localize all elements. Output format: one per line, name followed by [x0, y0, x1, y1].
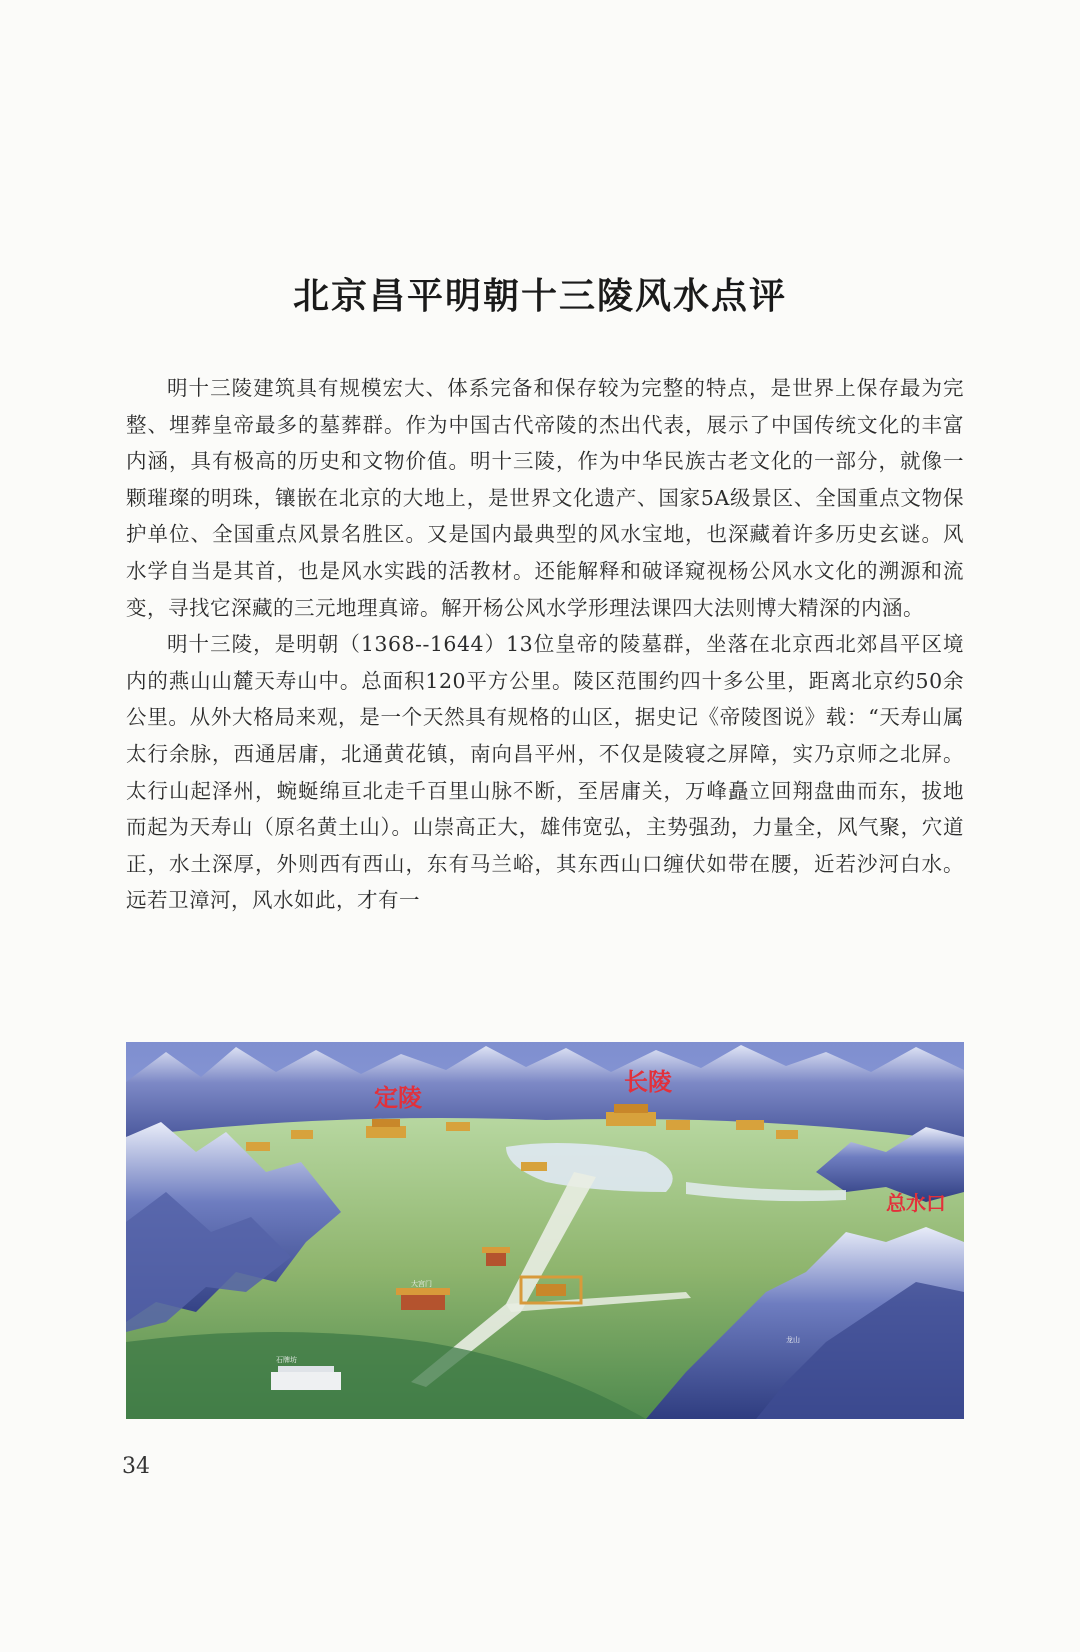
tomb-cluster-dingling	[366, 1119, 406, 1138]
panorama-illustration	[126, 1042, 964, 1419]
label-dragon-mountain: 龙山	[786, 1336, 800, 1344]
label-changling: 长陵	[624, 1068, 672, 1096]
page-title: 北京昌平明朝十三陵风水点评	[292, 275, 787, 317]
great-palace-gate	[396, 1288, 450, 1310]
label-great-palace-gate: 大宫门	[411, 1280, 432, 1288]
paragraph-1: 明十三陵建筑具有规模宏大、体系完备和保存较为完整的特点，是世界上保存最为完整、埋葬皇帝最多的墓葬群。作为中国古代帝陵的杰出代表，展示了中国传统文化的丰富内涵，具有极高的历史和文物价值。明十三陵，作为中华民族古老文化的一部分，就像一颗璀璨的明珠，镶嵌在北京的大地上，是世界文化遗产、国家5A级景区、全国重点文物保护单位、全国重点风景名胜区。又是国内最典型的风水宝地，也深藏着许多历史玄谜。风水学自当是其首，也是风水实践的活教材。还能解释和破译窥视杨公风水文化的溯源和流变，寻找它深藏的三元地理真谛。解开杨公风水学形理法课四大法则博大精深的内涵。	[126, 376, 964, 620]
stone-archway	[271, 1366, 341, 1390]
paragraph-2: 明十三陵，是明朝（1368--1644）13位皇帝的陵墓群，坐落在北京西北郊昌平区境内的燕山山麓天寿山中。总面积120平方公里。陵区范围约四十多公里，距离北京约50余公里。从外大格局来观，是一个天然具有规格的山区，据史记《帝陵图说》载：“天寿山属太行余脉，西通居庸，北通黄花镇，南向昌平州，不仅是陵寝之屏障，实乃京师之北屏。太行山起泽州，蜿蜒绵亘北走千百里山脉不断，至居庸关，万峰矗立回翔盘曲而东，拔地而起为天寿山（原名黄土山）。山崇高正大，雄伟宽弘，主势强劲，力量全，风气聚，穴道正，水土深厚，外则西有西山，东有马兰峪，其东西山口缠伏如带在腰，近若沙河白水。远若卫漳河，风水如此，才有一	[126, 632, 964, 913]
page-number: 34	[122, 1454, 150, 1479]
stele-pavilion	[482, 1247, 510, 1266]
label-water-outlet: 总水口	[886, 1191, 946, 1215]
label-dingling: 定陵	[374, 1084, 422, 1112]
ming-tombs-panorama-figure	[126, 1042, 964, 1419]
label-stone-archway: 石牌坊	[276, 1356, 297, 1364]
body-text	[126, 370, 964, 919]
